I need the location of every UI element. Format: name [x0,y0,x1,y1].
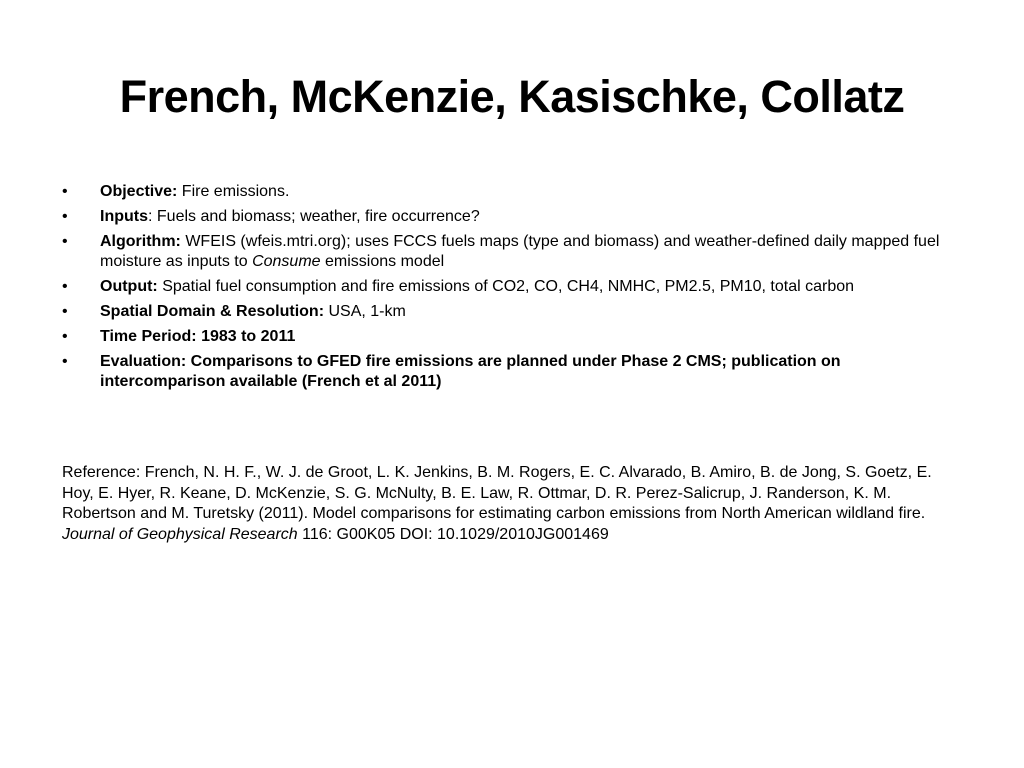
bullet-icon: • [62,303,68,320]
bullet-label: Objective: [100,183,178,200]
bullet-time-period [62,327,962,347]
bullet-label: Time Period: 1983 to 2011 [100,328,296,345]
bullet-icon: • [62,233,68,250]
bullet-label: Evaluation: Comparisons to GFED fire emissions are planned under Phase 2 CMS; publication on intercomparison available (French et al 2011) [100,353,841,390]
bullet-icon: • [62,183,68,200]
bullet-objective [62,182,962,202]
bullet-list [62,182,962,397]
bullet-italic-text: Consume [252,253,321,270]
bullet-text: Fire emissions. [177,183,290,200]
bullet-label: Inputs [100,208,148,225]
reference-text: Reference: French, N. H. F., W. J. de Groot, L. K. Jenkins, B. M. Rogers, E. C. Alvarado, B. Amiro, B. de Jong, S. Goetz, E. Hoy, E. Hyer, R. Keane, D. McKenzie, S. G. McNulty, B. E. Law, R. Ottmar, D. R. Perez-Salicrup, J. Randerson, K. M. Robertson and M. Turetsky (2011). Model comparisons for estimating carbon emissions from North American wildland fire. [62,464,932,522]
bullet-icon: • [62,278,68,295]
slide-title: French, McKenzie, Kasischke, Collatz [119,71,905,122]
bullet-algorithm [62,232,962,272]
bullet-evaluation [62,352,962,392]
bullet-icon: • [62,353,68,370]
bullet-output [62,277,962,297]
reference-citation [62,463,967,545]
reference-journal: Journal of Geophysical Research [62,525,298,543]
bullet-spatial-domain [62,302,962,322]
bullet-inputs [62,207,962,227]
bullet-label: Algorithm: [100,233,181,250]
bullet-text-after: emissions model [320,253,445,270]
bullet-icon: • [62,328,68,345]
bullet-icon: • [62,208,68,225]
bullet-text: : Fuels and biomass; weather, fire occurrence? [148,208,480,225]
bullet-text: USA, 1-km [324,303,406,320]
bullet-text: Spatial fuel consumption and fire emissions of CO2, CO, CH4, NMHC, PM2.5, PM10, total carbon [157,278,855,295]
reference-text-after: 116: G00K05 DOI: 10.1029/2010JG001469 [297,525,609,543]
bullet-text: WFEIS (wfeis.mtri.org); uses FCCS fuels maps (type and biomass) and weather-defined daily mapped fuel moisture as inputs to [100,233,940,270]
bullet-label: Output: [100,278,158,295]
bullet-label: Spatial Domain & Resolution: [100,303,325,320]
